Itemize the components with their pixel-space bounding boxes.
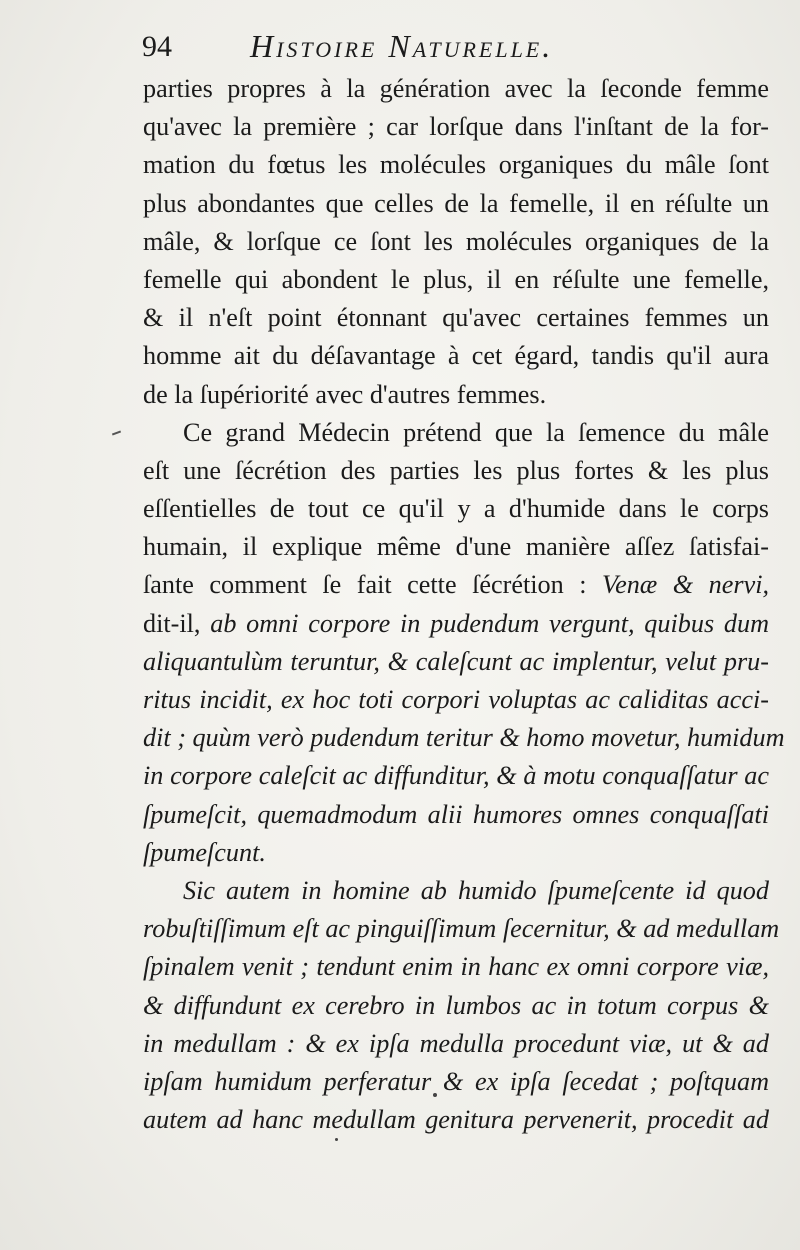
ink-mark bbox=[112, 431, 121, 436]
running-title: Histoire Naturelle. bbox=[250, 28, 554, 64]
text-line bbox=[143, 605, 769, 643]
text-line: eſt une ſécrétion des parties les plus fortes & les plus bbox=[143, 455, 769, 485]
text-line: humain, il explique même d'une manière aſſez ſatisfai- bbox=[143, 532, 769, 562]
text-line: mation du fœtus les molécules organiques du mâle ſont bbox=[143, 150, 769, 180]
latin-quote: Venæ & nervi, bbox=[602, 570, 770, 600]
text-line bbox=[143, 566, 769, 604]
latin-line: ſpumeſcunt. bbox=[143, 837, 266, 867]
page-header bbox=[140, 24, 780, 68]
text-line: homme ait du déſavantage à cet égard, tandis qu'il aura bbox=[143, 341, 769, 371]
text-line: & il n'eſt point étonnant qu'avec certaines femmes un bbox=[143, 303, 769, 333]
text-line: femelle qui abondent le plus, il en réſulte une femelle, bbox=[143, 264, 769, 294]
latin-line: ritus incidit, ex hoc toti corpori voluptas ac caliditas acci- bbox=[143, 685, 769, 714]
text-line: parties propres à la génération avec la ſeconde femme bbox=[143, 74, 769, 103]
latin-line: ipſam humidum perferatur & ex ipſa ſecedat ; poſtquam bbox=[143, 1066, 769, 1096]
latin-line: in medullam : & ex ipſa medulla procedunt viæ, ut & ad bbox=[143, 1028, 769, 1058]
latin-line: Sic autem in homine ab humido ſpumeſcente id quod bbox=[183, 875, 769, 905]
latin-line: autem ad hanc medullam genitura pervenerit, procedit ad bbox=[143, 1105, 769, 1135]
latin-line: ſpinalem venit ; tendunt enim in hanc ex omni corpore viæ, bbox=[143, 952, 769, 982]
text-line: plus abondantes que celles de la femelle, il en réſulte un bbox=[143, 188, 769, 218]
text-line: Ce grand Médecin prétend que la ſemence du mâle bbox=[183, 417, 769, 447]
text-run: dit-il, bbox=[143, 608, 201, 638]
body-text bbox=[143, 70, 785, 1139]
latin-line: dit ; quùm verò pudendum teritur & homo movetur, humidum bbox=[143, 723, 785, 753]
text-line: mâle, & lorſque ce ſont les molécules organiques de la bbox=[143, 226, 769, 256]
latin-line: aliquantulùm teruntur, & caleſcunt ac implentur, velut pru- bbox=[143, 646, 769, 676]
latin-line: robuſtiſſimum eſt ac pinguiſſimum ſecernitur, & ad medullam bbox=[143, 914, 780, 944]
page-number: 94 bbox=[142, 30, 172, 63]
text-line: qu'avec la première ; car lorſque dans l'inſtant de la for- bbox=[143, 112, 769, 142]
latin-line: ſpumeſcit, quemadmodum alii humores omnes conquaſſati bbox=[143, 799, 769, 829]
text-line: de la ſupériorité avec d'autres femmes. bbox=[143, 379, 547, 409]
latin-quote: ab omni corpore in pudendum vergunt, quibus dum bbox=[210, 608, 770, 638]
latin-line: in corpore caleſcit ac diffunditur, & à motu conquaſſatur ac bbox=[143, 761, 769, 791]
text-run: ſante comment ſe fait cette ſécrétion : bbox=[143, 570, 587, 600]
latin-line: & diffundunt ex cerebro in lumbos ac in totum corpus & bbox=[143, 990, 769, 1020]
text-line: eſſentielles de tout ce qu'il y a d'humide dans le corps bbox=[143, 494, 769, 524]
